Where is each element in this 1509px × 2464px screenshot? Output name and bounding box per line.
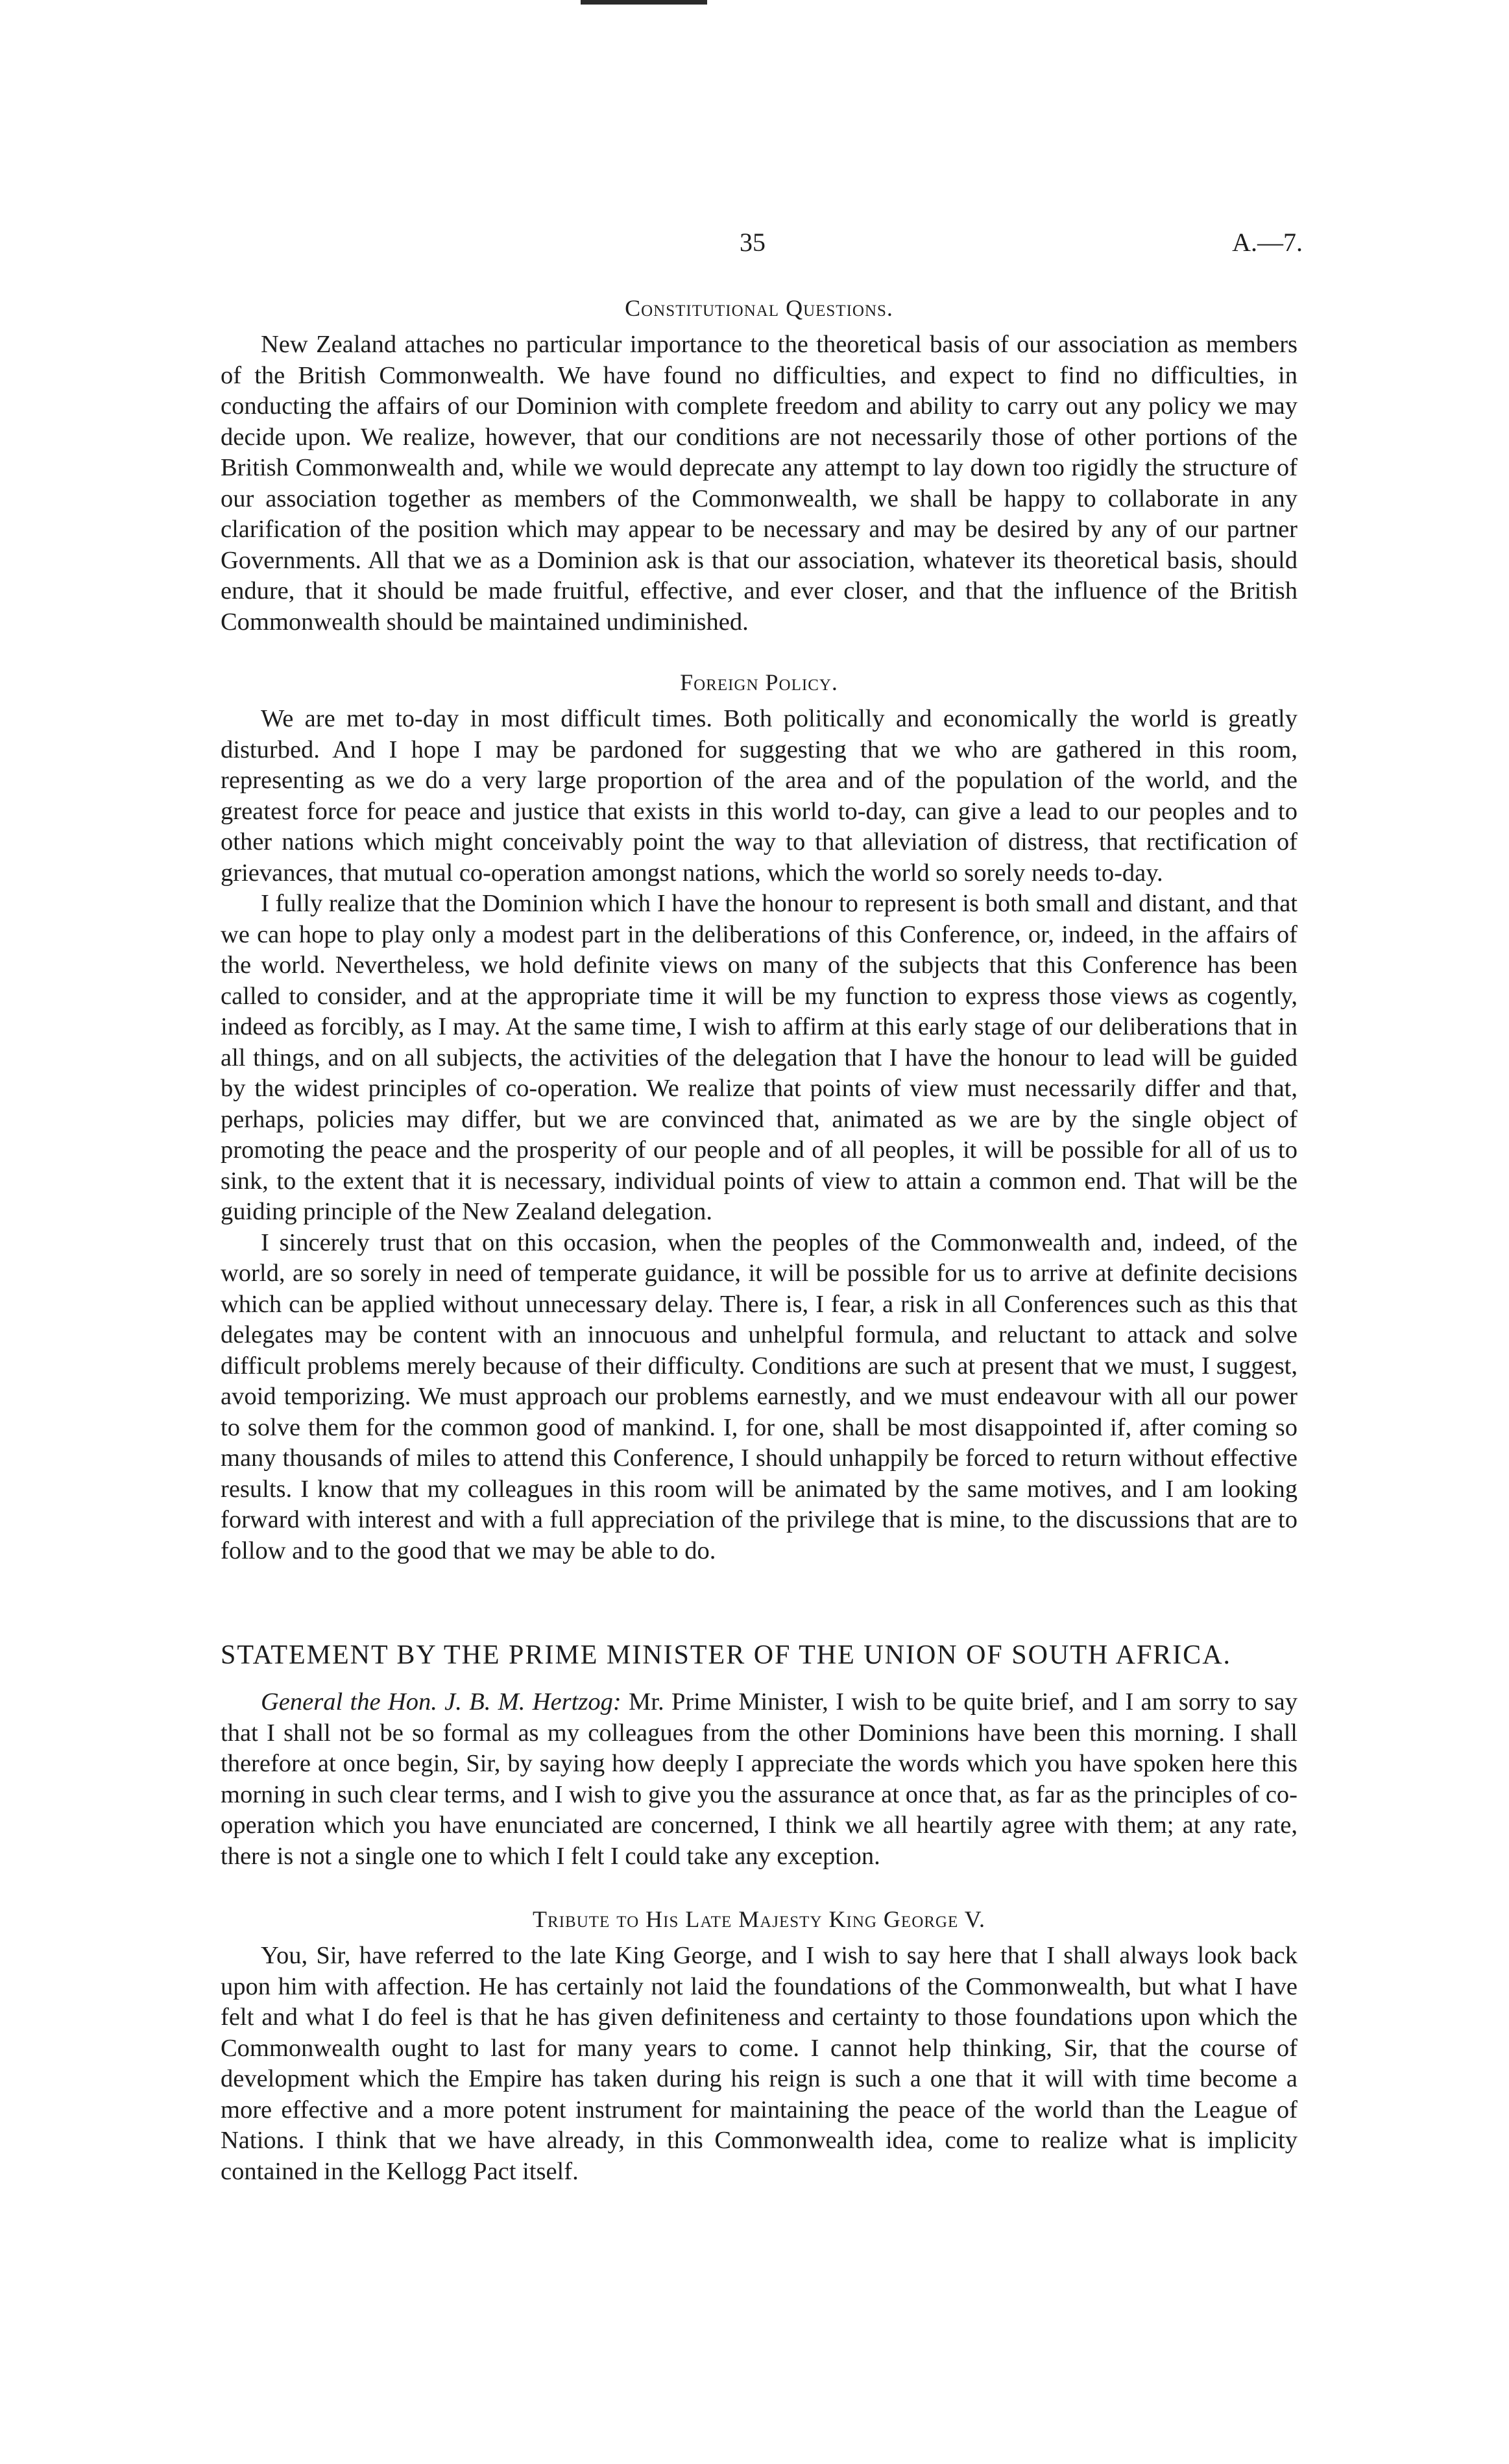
statement-text: Mr. Prime Minister, I wish to be quite brief, and I am sorry to say that I shall not be so formal as my colleagues from the other Dominions have been this morning. I shall therefore at once begin, Sir, by saying how deeply I appreciate the words which you have spoken here this morning in such clear terms, and I wish to give you the assurance at once that, as far as the principles of co-operation which you have enunciated are concerned, I think we all heartily agree with them; at any rate, there is not a single one to which I felt I could take any exception.	[221, 1688, 1298, 1870]
paragraph-tribute: You, Sir, have referred to the late King George, and I wish to say here that I shall always look back upon him with affection. He has certainly not laid the foundations of the Commonwealth, but what I have felt and what I do feel is that he has given definiteness and certainty to those foundations upon which the Commonwealth ought to last for many years to come. I cannot help thinking, Sir, that the course of development which the Empire has taken during his reign is such a one that it will with time become a more effective and a more potent instrument for maintaining the peace of the world than the League of Nations. I think that we have already, in this Commonwealth idea, come to realize what is implicity contained in the Kellogg Pact itself.	[221, 1942, 1298, 2185]
paragraph-statement	[221, 1687, 1298, 1872]
heading-foreign-policy: Foreign Policy.	[680, 669, 838, 695]
speaker-name: General the Hon. J. B. M. Hertzog:	[261, 1688, 622, 1716]
paragraph-foreign-policy-2: I fully realize that the Dominion which I have the honour to represent is both small and distant, and that we can hope to play only a modest part in the deliberations of this Conference, or, indeed, in the affairs of the world. Nevertheless, we hold definite views on many of the subjects that this Conference has been called to consider, and at the appropriate time it will be my function to express those views as cogently, indeed as forcibly, as I may. At the same time, I wish to affirm at this early stage of our deliberations that in all things, and on all subjects, the activities of the delegation that I have the honour to lead will be guided by the widest principles of co-operation. We realize that points of view must necessarily differ and that, perhaps, policies may differ, but we are convinced that, animated as we are by the single object of promoting the peace and the prosperity of our people and of all peoples, it will be possible for all of us to sink, to the extent that it is necessary, individual points of view to attain a common end. That will be the guiding principle of the New Zealand delegation.	[221, 890, 1298, 1225]
top-rule	[581, 0, 707, 5]
paragraph-foreign-policy-3: I sincerely trust that on this occasion, when the peoples of the Commonwealth and, indeed, of the world, are so sorely in need of temperate guidance, it will be possible for us to arrive at definite decisions which can be applied without unnecessary delay. There is, I fear, a risk in all Conferences such as this that delegates may be content with an innocuous and unhelpful formula, and reluctant to attack and solve difficult problems merely because of their difficulty. Conditions are such at present that we must, I suggest, avoid temporizing. We must approach our problems earnestly, and we must endeavour with all our power to solve them for the common good of mankind. I, for one, shall be most disappointed if, after coming so many thousands of miles to attend this Conference, I should unhappily be forced to return without effective results. I know that my colleagues in this room will be animated by the same motives, and I am looking forward with interest and with a full appreciation of the privilege that is mine, to the discussions that are to follow and to the good that we may be able to do.	[221, 1228, 1298, 1564]
paragraph-foreign-policy-1: We are met to-day in most difficult times. Both politically and economically the world is greatly disturbed. And I hope I may be pardoned for suggesting that we who are gathered in this room, representing as we do a very large proportion of the area and of the population of the world, and the greatest force for peace and justice that exists in this world to-day, can give a lead to our peoples and to other nations which might conceivably point the way to that alleviation of distress, that rectification of grievances, that mutual co-operation amongst nations, which the world so sorely needs to-day.	[221, 705, 1298, 887]
document-reference: A.—7.	[1232, 228, 1303, 257]
paragraph-constitutional: New Zealand attaches no particular importance to the theoretical basis of our association as members of the British Commonwealth. We have found no difficulties, and expect to find no difficulties, in conducting the affairs of our Dominion with complete freedom and ability to carry out any policy we may decide upon. We realize, however, that our conditions are not necessarily those of other portions of the British Commonwealth and, while we would deprecate any attempt to lay down too rigidly the structure of our association together as members of the Commonwealth, we shall be happy to collaborate in any clarification of the position which may appear to be necessary and may be desired by any of our partner Governments. All that we as a Dominion ask is that our association, whatever its theoretical basis, should endure, that it should be made fruitful, effective, and ever closer, and that the influence of the British Commonwealth should be maintained undiminished.	[221, 331, 1298, 636]
heading-statement-south-africa: STATEMENT BY THE PRIME MINISTER OF THE UNION OF SOUTH AFRICA.	[221, 1640, 1232, 1670]
heading-constitutional-questions: Constitutional Questions.	[625, 295, 893, 321]
page-body	[221, 292, 1298, 2187]
page-number: 35	[740, 228, 766, 257]
heading-tribute-king-george: Tribute to His Late Majesty King George V.	[533, 1906, 985, 1932]
